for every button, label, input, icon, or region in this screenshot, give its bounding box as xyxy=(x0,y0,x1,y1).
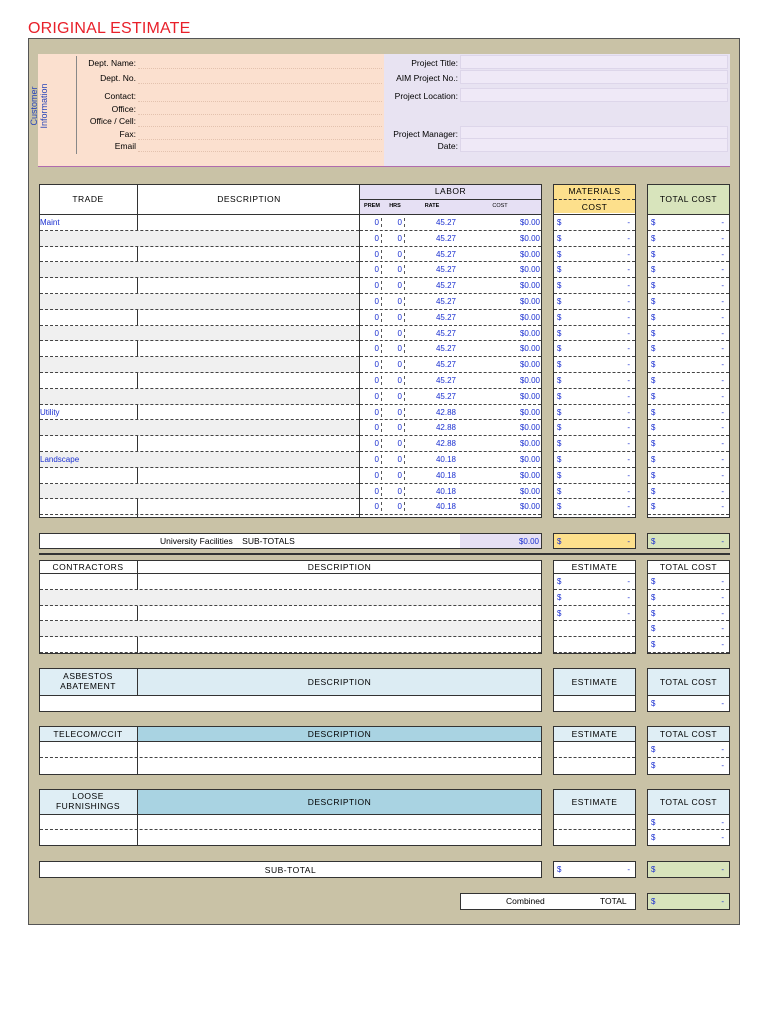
materials-dollar: $ xyxy=(557,455,562,464)
contractor-estimate-dollar: $ xyxy=(557,592,562,602)
subtotals-materials-dollar: $ xyxy=(557,537,562,546)
materials-value[interactable]: - xyxy=(627,233,630,243)
subtotals-cost: $0.00 xyxy=(518,537,539,546)
rate-value: 45.27 xyxy=(435,265,456,275)
prem-value[interactable]: 0 xyxy=(360,281,382,290)
materials-dollar: $ xyxy=(557,281,562,291)
total-value: - xyxy=(721,455,724,464)
customer-field-input[interactable] xyxy=(138,140,382,152)
loose-total-dollar-1: $ xyxy=(651,818,656,827)
contractors-description-header: DESCRIPTION xyxy=(307,562,372,572)
contractor-estimate-dollar: $ xyxy=(557,608,562,618)
rate-value: 40.18 xyxy=(435,455,456,464)
materials-cost-header: COST xyxy=(581,202,608,212)
labor-description-input[interactable] xyxy=(138,420,359,436)
labor-description-input[interactable] xyxy=(138,231,359,247)
asbestos-title: ASBESTOS ABATEMENT xyxy=(60,671,116,691)
hrs-value[interactable]: 0 xyxy=(383,329,405,338)
rate-value: 45.27 xyxy=(435,344,456,354)
total-value: - xyxy=(721,265,724,275)
rate-value: 45.27 xyxy=(435,218,456,227)
loose-total-value-1: - xyxy=(721,818,724,827)
prem-value[interactable]: 0 xyxy=(360,423,382,432)
loose-total-header: TOTAL COST xyxy=(659,797,718,807)
materials-dollar: $ xyxy=(557,407,562,417)
prem-header: PREM xyxy=(364,203,380,209)
rate-value: 42.88 xyxy=(435,439,456,449)
labor-header-divider xyxy=(360,199,541,200)
hrs-value[interactable]: 0 xyxy=(383,392,405,401)
total-dollar: $ xyxy=(651,344,656,354)
total-dollar: $ xyxy=(651,297,656,306)
description-header: DESCRIPTION xyxy=(217,194,281,204)
labor-description-input[interactable] xyxy=(138,452,359,468)
materials-dollar: $ xyxy=(557,502,562,512)
total-dollar: $ xyxy=(651,328,656,338)
prem-value[interactable]: 0 xyxy=(360,376,382,385)
total-dollar: $ xyxy=(651,502,656,512)
telecom-estimate-row xyxy=(554,742,635,758)
total-dollar: $ xyxy=(651,249,656,259)
customer-info-label: Customer Information xyxy=(29,83,49,129)
total-dollar: $ xyxy=(651,391,656,401)
materials-value[interactable]: - xyxy=(627,423,630,433)
rate-value: 45.27 xyxy=(435,391,456,401)
materials-dollar: $ xyxy=(557,249,562,259)
labor-cost-value: $0.00 xyxy=(519,407,540,417)
combined-label: Combined xyxy=(506,896,545,906)
total-dollar: $ xyxy=(651,455,656,464)
project-field-label: AIM Project No.: xyxy=(396,73,458,83)
subtotal-estimate-value: - xyxy=(627,865,630,874)
labor-cost-value: $0.00 xyxy=(519,423,540,433)
rate-value: 40.18 xyxy=(435,486,456,496)
rate-value: 45.27 xyxy=(435,233,456,243)
combined-total-label: TOTAL xyxy=(600,896,627,906)
labor-description-input[interactable] xyxy=(138,389,359,405)
hrs-value[interactable]: 0 xyxy=(383,234,405,243)
prem-value[interactable]: 0 xyxy=(360,471,382,480)
total-value: - xyxy=(721,344,724,354)
customer-field-label: Email xyxy=(114,141,136,151)
hrs-value[interactable]: 0 xyxy=(383,281,405,290)
contractor-total-dollar: $ xyxy=(651,592,656,602)
total-value: - xyxy=(721,470,724,480)
materials-value[interactable]: - xyxy=(627,281,630,291)
contractor-row[interactable] xyxy=(40,637,541,653)
asbestos-col-line xyxy=(137,669,138,695)
materials-value[interactable]: - xyxy=(627,265,630,275)
labor-description-input[interactable] xyxy=(138,436,359,452)
materials-value[interactable]: - xyxy=(627,407,630,417)
rate-value: 45.27 xyxy=(435,281,456,291)
combined-total-value: - xyxy=(721,897,724,906)
contractor-estimate-row[interactable] xyxy=(554,637,635,653)
labor-cost-value: $0.00 xyxy=(519,391,540,401)
telecom-total-header: TOTAL COST xyxy=(659,729,718,739)
telecom-row xyxy=(40,742,541,758)
rate-value: 45.27 xyxy=(435,360,456,370)
project-field-input[interactable] xyxy=(460,138,728,152)
contractor-estimate-value: - xyxy=(627,577,630,586)
total-dollar: $ xyxy=(651,470,656,480)
project-field-label: Project Location: xyxy=(394,91,458,101)
prem-value[interactable]: 0 xyxy=(360,297,382,306)
hrs-value[interactable]: 0 xyxy=(383,502,405,511)
trade-label: Landscape xyxy=(40,455,80,464)
prem-value[interactable]: 0 xyxy=(360,360,382,369)
rate-value: 45.27 xyxy=(435,376,456,385)
hrs-value[interactable]: 0 xyxy=(383,471,405,480)
customer-field-label: Fax: xyxy=(119,129,136,139)
labor-description-input[interactable] xyxy=(138,499,359,515)
labor-cost-value: $0.00 xyxy=(519,486,540,496)
customer-field-label: Dept. Name: xyxy=(88,58,136,68)
labor-cost-value: $0.00 xyxy=(519,328,540,338)
materials-header: MATERIALS xyxy=(568,186,621,196)
labor-cost-value: $0.00 xyxy=(519,455,540,464)
labor-cost-value: $0.00 xyxy=(519,218,540,227)
contractors-total-header: TOTAL COST xyxy=(659,562,718,572)
labor-cost-value: $0.00 xyxy=(519,281,540,291)
customer-field-input[interactable] xyxy=(138,128,382,140)
labor-description-input[interactable] xyxy=(138,341,359,357)
total-dollar: $ xyxy=(651,376,656,385)
total-dollar: $ xyxy=(651,407,656,417)
telecom-total-value-1: - xyxy=(721,745,724,754)
labor-cost-value: $0.00 xyxy=(519,297,540,306)
labor-description-input[interactable] xyxy=(138,262,359,278)
labor-description-input[interactable] xyxy=(138,247,359,263)
total-value: - xyxy=(721,486,724,496)
project-field-input[interactable] xyxy=(460,55,728,69)
hrs-value[interactable]: 0 xyxy=(383,360,405,369)
labor-description-input[interactable] xyxy=(138,278,359,294)
asbestos-total-value: - xyxy=(721,699,724,708)
asbestos-estimate-line xyxy=(554,695,635,696)
section-divider xyxy=(39,553,730,555)
contractor-total-dollar: $ xyxy=(651,577,656,586)
contractor-total-value: - xyxy=(721,577,724,586)
materials-dollar: $ xyxy=(557,328,562,338)
contractor-total-value: - xyxy=(721,592,724,602)
loose-estimate-row xyxy=(554,815,635,830)
materials-value[interactable]: - xyxy=(627,297,630,306)
labor-description-input[interactable] xyxy=(138,405,359,421)
telecom-description-header: DESCRIPTION xyxy=(307,729,372,739)
trade-label: Utility xyxy=(40,407,60,417)
materials-value[interactable]: - xyxy=(627,249,630,259)
total-value: - xyxy=(721,328,724,338)
asbestos-total-line xyxy=(648,695,729,696)
total-dollar: $ xyxy=(651,360,656,370)
materials-value[interactable]: - xyxy=(627,218,630,227)
total-dollar: $ xyxy=(651,486,656,496)
contractor-row[interactable] xyxy=(40,621,541,637)
rate-value: 40.18 xyxy=(435,470,456,480)
telecom-total-dollar-2: $ xyxy=(651,761,656,770)
materials-value[interactable]: - xyxy=(627,312,630,322)
materials-dollar: $ xyxy=(557,265,562,275)
rate-value: 40.18 xyxy=(435,502,456,512)
contractor-estimate-value: - xyxy=(627,592,630,602)
customer-field-input[interactable] xyxy=(138,103,382,115)
prem-value[interactable]: 0 xyxy=(360,250,382,259)
materials-dollar: $ xyxy=(557,312,562,322)
customer-field-input[interactable] xyxy=(138,90,382,102)
labor-description-input[interactable] xyxy=(138,310,359,326)
loose-description-header: DESCRIPTION xyxy=(307,797,372,807)
materials-dollar: $ xyxy=(557,218,562,227)
hrs-value[interactable]: 0 xyxy=(383,455,405,464)
loose-total-value-2: - xyxy=(721,833,724,842)
contractor-estimate-value: - xyxy=(627,608,630,618)
customer-field-input[interactable] xyxy=(138,57,382,69)
total-value: - xyxy=(721,297,724,306)
customer-field-input[interactable] xyxy=(138,72,382,84)
total-value: - xyxy=(721,376,724,385)
contractor-total-dollar: $ xyxy=(651,608,656,618)
trade-header: TRADE xyxy=(72,194,104,204)
labor-description-input[interactable] xyxy=(138,484,359,500)
materials-header-divider xyxy=(554,199,635,200)
labor-description-input[interactable] xyxy=(138,294,359,310)
total-value: - xyxy=(721,312,724,322)
labor-cost-value: $0.00 xyxy=(519,470,540,480)
subtotals-label: University Facilities SUB-TOTALS xyxy=(160,536,295,546)
materials-value[interactable]: - xyxy=(627,376,630,385)
contractor-total-dollar: $ xyxy=(651,624,656,634)
total-value: - xyxy=(721,218,724,227)
contractors-title: CONTRACTORS xyxy=(52,562,124,572)
materials-dollar: $ xyxy=(557,344,562,354)
prem-value[interactable]: 0 xyxy=(360,408,382,417)
materials-dollar: $ xyxy=(557,391,562,401)
asbestos-description-header: DESCRIPTION xyxy=(307,677,372,687)
subtotal-total-value: - xyxy=(721,865,724,874)
materials-dollar: $ xyxy=(557,423,562,433)
prem-value[interactable]: 0 xyxy=(360,487,382,496)
total-value: - xyxy=(721,281,724,291)
labor-header: LABOR xyxy=(434,186,467,196)
contractors-estimate-header: ESTIMATE xyxy=(571,562,618,572)
subtotal-label: SUB-TOTAL xyxy=(264,865,317,875)
customer-field-label: Contact: xyxy=(104,91,136,101)
materials-dollar: $ xyxy=(557,376,562,385)
labor-description-input[interactable] xyxy=(138,373,359,389)
labor-cost-value: $0.00 xyxy=(519,502,540,512)
asbestos-header-line xyxy=(40,695,541,696)
prem-value[interactable]: 0 xyxy=(360,344,382,353)
hrs-value[interactable]: 0 xyxy=(383,218,405,227)
total-value: - xyxy=(721,439,724,449)
rate-header: RATE xyxy=(424,203,440,209)
total-value: - xyxy=(721,391,724,401)
materials-value[interactable]: - xyxy=(627,502,630,512)
contractor-row[interactable] xyxy=(40,606,541,622)
total-value: - xyxy=(721,360,724,370)
contractor-row[interactable] xyxy=(40,574,541,590)
rate-value: 45.27 xyxy=(435,249,456,259)
rate-value: 45.27 xyxy=(435,297,456,306)
materials-value[interactable]: - xyxy=(627,486,630,496)
telecom-total-value-2: - xyxy=(721,761,724,770)
customer-info-divider xyxy=(38,166,730,167)
loose-title: LOOSE FURNISHINGS xyxy=(55,791,121,811)
hrs-header: HRS xyxy=(389,203,401,209)
labor-cost-value: $0.00 xyxy=(519,233,540,243)
hrs-value[interactable]: 0 xyxy=(383,265,405,274)
labor-cost-value: $0.00 xyxy=(519,360,540,370)
contractor-total-value: - xyxy=(721,608,724,618)
labor-description-input[interactable] xyxy=(138,326,359,342)
prem-value[interactable]: 0 xyxy=(360,502,382,511)
customer-field-label: Dept. No. xyxy=(100,73,136,83)
total-dollar: $ xyxy=(651,233,656,243)
asbestos-total-dollar: $ xyxy=(651,699,656,708)
labor-cost-value: $0.00 xyxy=(519,265,540,275)
materials-value[interactable]: - xyxy=(627,470,630,480)
hrs-value[interactable]: 0 xyxy=(383,423,405,432)
materials-dollar: $ xyxy=(557,439,562,449)
hrs-value[interactable]: 0 xyxy=(383,439,405,448)
contractor-estimate-row[interactable] xyxy=(554,621,635,637)
labor-description-input[interactable] xyxy=(138,468,359,484)
customer-field-input[interactable] xyxy=(138,115,382,127)
total-dollar: $ xyxy=(651,312,656,322)
materials-dollar: $ xyxy=(557,470,562,480)
materials-value[interactable]: - xyxy=(627,439,630,449)
materials-dollar: $ xyxy=(557,233,562,243)
loose-estimate-header: ESTIMATE xyxy=(571,797,618,807)
labor-cost-value: $0.00 xyxy=(519,344,540,354)
telecom-total-dollar-1: $ xyxy=(651,745,656,754)
labor-cost-value: $0.00 xyxy=(519,312,540,322)
total-dollar: $ xyxy=(651,281,656,291)
prem-value[interactable]: 0 xyxy=(360,265,382,274)
hrs-value[interactable]: 0 xyxy=(383,376,405,385)
labor-cost-value: $0.00 xyxy=(519,439,540,449)
page-title: ORIGINAL ESTIMATE xyxy=(28,20,191,37)
labor-description-input[interactable] xyxy=(138,357,359,373)
prem-value[interactable]: 0 xyxy=(360,329,382,338)
prem-value[interactable]: 0 xyxy=(360,455,382,464)
prem-value[interactable]: 0 xyxy=(360,313,382,322)
materials-value[interactable]: - xyxy=(627,391,630,401)
loose-total-dollar-2: $ xyxy=(651,833,656,842)
materials-value[interactable]: - xyxy=(627,360,630,370)
contractor-total-dollar: $ xyxy=(651,640,656,650)
hrs-value[interactable]: 0 xyxy=(383,297,405,306)
combined-total-dollar: $ xyxy=(651,897,656,906)
customer-field-label: Office / Cell: xyxy=(89,116,136,126)
subtotals-total-value: - xyxy=(721,537,724,546)
project-field-input[interactable] xyxy=(460,88,728,102)
rate-value: 42.88 xyxy=(435,423,456,433)
project-field-input[interactable] xyxy=(460,70,728,84)
labor-cost-header: COST xyxy=(492,203,508,209)
prem-value[interactable]: 0 xyxy=(360,234,382,243)
contractor-estimate-dollar: $ xyxy=(557,577,562,586)
contractor-total-value: - xyxy=(721,640,724,650)
materials-dollar: $ xyxy=(557,360,562,370)
rate-value: 45.27 xyxy=(435,328,456,338)
trade-label: Maint xyxy=(40,218,60,227)
telecom-title: TELECOM/CCIT xyxy=(53,729,123,739)
total-value: - xyxy=(721,233,724,243)
materials-dollar: $ xyxy=(557,486,562,496)
labor-description-input[interactable] xyxy=(138,215,359,231)
project-field-label: Project Title: xyxy=(411,58,458,68)
customer-label-divider xyxy=(76,56,77,154)
materials-value[interactable]: - xyxy=(627,344,630,354)
hrs-value[interactable]: 0 xyxy=(383,344,405,353)
hrs-value[interactable]: 0 xyxy=(383,487,405,496)
customer-field-label: Office: xyxy=(111,104,136,114)
asbestos-estimate-header: ESTIMATE xyxy=(571,677,618,687)
prem-value[interactable]: 0 xyxy=(360,218,382,227)
contractor-total-value: - xyxy=(721,624,724,634)
subtotals-materials-value: - xyxy=(627,537,630,546)
asbestos-total-header: TOTAL COST xyxy=(659,677,718,687)
rate-value: 45.27 xyxy=(435,312,456,322)
subtotal-estimate-dollar: $ xyxy=(557,865,562,874)
labor-cost-value: $0.00 xyxy=(519,249,540,259)
labor-cost-value: $0.00 xyxy=(519,376,540,385)
total-dollar: $ xyxy=(651,439,656,449)
project-field-label: Date: xyxy=(437,141,458,151)
total-value: - xyxy=(721,502,724,512)
subtotals-total-dollar: $ xyxy=(651,537,656,546)
total-value: - xyxy=(721,407,724,417)
materials-value[interactable]: - xyxy=(627,328,630,338)
total-dollar: $ xyxy=(651,423,656,433)
subtotal-total-dollar: $ xyxy=(651,865,656,874)
rate-value: 42.88 xyxy=(435,407,456,417)
loose-row xyxy=(40,815,541,830)
prem-value[interactable]: 0 xyxy=(360,392,382,401)
contractor-row[interactable] xyxy=(40,590,541,606)
total-dollar: $ xyxy=(651,218,656,227)
hrs-value[interactable]: 0 xyxy=(383,250,405,259)
materials-dollar: $ xyxy=(557,297,562,306)
total-value: - xyxy=(721,423,724,433)
total-dollar: $ xyxy=(651,265,656,275)
total-cost-header: TOTAL COST xyxy=(659,194,718,204)
total-value: - xyxy=(721,249,724,259)
hrs-value[interactable]: 0 xyxy=(383,408,405,417)
materials-value[interactable]: - xyxy=(627,455,630,464)
hrs-value[interactable]: 0 xyxy=(383,313,405,322)
project-field-label: Project Manager: xyxy=(393,129,458,139)
prem-value[interactable]: 0 xyxy=(360,439,382,448)
telecom-estimate-header: ESTIMATE xyxy=(571,729,618,739)
